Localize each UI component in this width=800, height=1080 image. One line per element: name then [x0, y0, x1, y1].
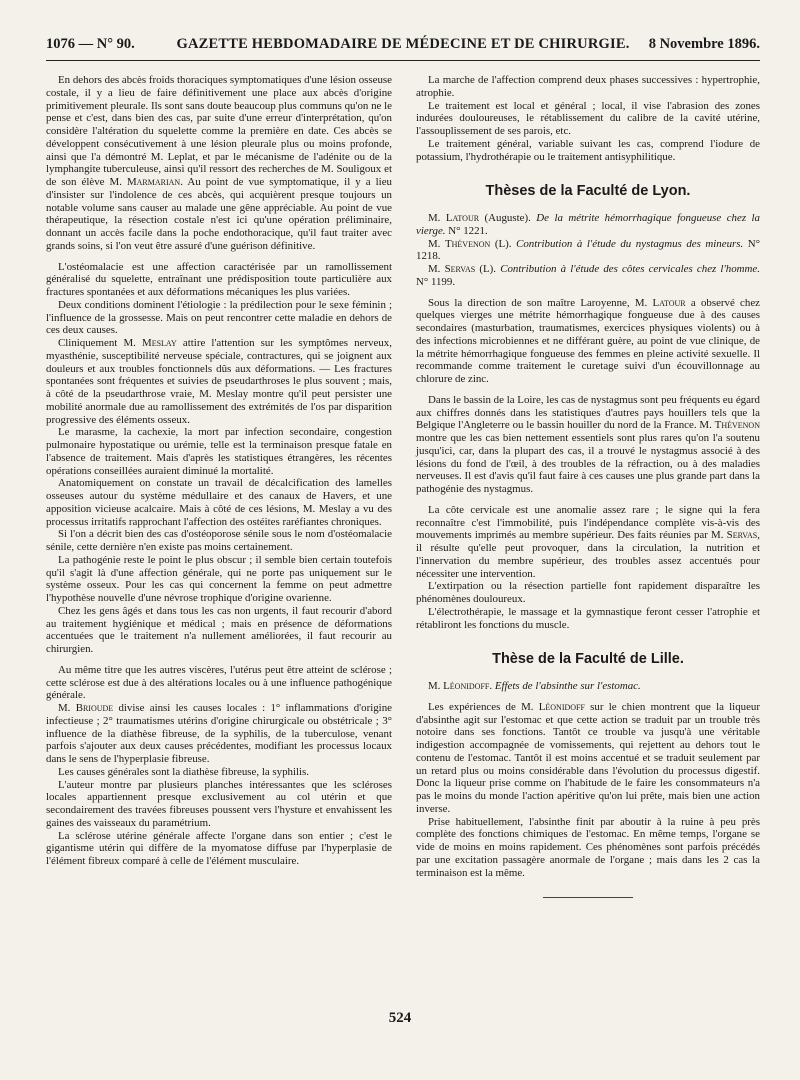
paragraph: Anatomiquement on constate un travail de décalcification des lamelles osseuses autour du système médullaire et des canaux de Havers, et une apposition vicieuse acalcaire. Mais à côté de ces lésions, M. Meslay a vu des processus irritatifs rapprochant l'affection des ostéites raréfiantes chroniques.: [46, 477, 392, 528]
paragraph: Chez les gens âgés et dans tous les cas non urgents, il faut recourir d'abord au traitement hygiénique et médical ; mais en présence de déformations accentuées que le traitement n'a nullement améliorées, il faut recourir au chirurgien.: [46, 604, 392, 655]
section-title-lille: Thèse de la Faculté de Lille.: [492, 651, 684, 668]
end-separator: [543, 897, 633, 898]
paragraph: La côte cervicale est une anomalie assez rare ; le signe qui la fera reconnaître c'est l'immobilité, puis l'indépendance complète vis-à-vis des mouvements imprimés au membre supérieur. Des faits réunies par M. Servas, il résulte qu'elle peut provoquer, dans la circulation, la nutrition et l'innervation du membre supérieur, des troubles assez accentués pour nécessiter une intervention.: [416, 503, 760, 580]
paragraph: M. Brioude divise ainsi les causes locales : 1° inflammations d'origine infectieuse ; 2° traumatismes utérins d'origine chirurgicale ou obstétricale ; 3° influence de la diathèse fibreuse, de la syphilis, de la tuberculose, venant parfois s'ajouter aux deux causes précédentes, modifiant les processus locaux dans le sens de l'hyperplasie fibreuse.: [46, 702, 392, 765]
paragraph: La sclérose utérine générale affecte l'organe dans son entier ; c'est le gigantisme utérin qui diffère de la myomatose diffuse par l'hyperplasie de l'élément fibreux comparé à celle de l'élément musculaire.: [46, 829, 392, 867]
paragraph: Si l'on a décrit bien des cas d'ostéoporose sénile sous le nom d'ostéomalacie sénile, cette dernière n'en existe pas moins certainement.: [46, 528, 392, 553]
thesis-entry: M. Thévenon (L). Contribution à l'étude du nystagmus des mineurs. N° 1218.: [416, 237, 761, 263]
paragraph: Le marasme, la cachexie, la mort par infection secondaire, congestion pulmonaire hypostatique ou urémie, telle est la terminaison presque fatale en l'absence de traitement. Mais d'après les statistiques étrangères, les récentes opérations conseillées auraient diminué la mortalité.: [46, 426, 392, 477]
paragraph: L'électrothérapie, le massage et la gymnastique feront cesser l'atrophie et rétabliront les fonctions du muscle.: [416, 605, 760, 631]
page-number: 524: [388, 1010, 412, 1026]
paragraph: La marche de l'affection comprend deux phases successives : hypertrophie, atrophie.: [416, 74, 760, 99]
paragraph: Deux conditions dominent l'étiologie : la prédilection pour le sexe féminin ; l'influence de la grossesse. Mais on peut rencontrer cette maladie en dehors de ces deux causes.: [46, 298, 392, 337]
paragraph: Au même titre que les autres viscères, l'utérus peut être atteint de sclérose ; cette sclérose est due à des altérations locales ou à une influence pathogénique générale.: [46, 663, 392, 702]
paragraph: L'ostéomalacie est une affection caractérisée par un ramollissement généralisé du squelette, entraînant une prédisposition toute particulière aux fractures spontanées et aux déformations mécaniques les plus variées.: [46, 260, 392, 298]
paragraph: Cliniquement M. Meslay attire l'attention sur les symptômes nerveux, myasthénie, susceptibilité nerveuse spéciale, contractures, qui se joignent aux douleurs et aux troubles fonctionnels dûs aux déformations. — Les fractures spontanées sont fréquentes et suivies de pseudarthroses le plus souvent ; mais, à côté de la pseudarthrose vraie, M. Meslay montre qu'il peut persister une mobilité anormale due au ramollissement des extrémités de l'os par disparition progressive des éléments osseux.: [46, 337, 392, 426]
paragraph: Dans le bassin de la Loire, les cas de nystagmus sont peu fréquents eu égard aux chiffres donnés dans les statistiques d'autres pays houillers tels que la Belgique l'Angleterre ou le bassin houiller du nord de la France. M. Thévenon montre que les cas bien nettement essentiels sont plus rares qu'on l'a soutenu jusqu'ici, car, dans la plupart des cas, il a trouvé le nystagmus associé à des lésions du fond de l'œil, à des troubles de la réfraction, ou à des maladies nerveuses. Il est d'avis qu'il faut faire à ces causes une plus grande part dans la pathogénie des nystagmus.: [416, 393, 760, 495]
section-title-lyon: Thèses de la Faculté de Lyon.: [485, 183, 691, 200]
header-rule: [46, 60, 760, 61]
paragraph: L'auteur montre par plusieurs planches intéressantes que les scléroses locales appartiennent presque exclusivement au col utérin et que secondairement des travées fibreuses poussent vers l'hysture et envahissent les gaines des vaisseaux du paramétrium.: [46, 778, 392, 829]
thesis-entry: M. Servas (L). Contribution à l'étude des côtes cervicales chez l'homme. N° 1199.: [416, 263, 760, 288]
paragraph: Prise habituellement, l'absinthe finit par aboutir à la ruine à peu près complète des fonctions chimiques de l'estomac. En même temps, l'organe se vide de moins en moins rapidement. Ces phénomènes sont parfois précédés par une excitation passagère anormale de l'organe ; mais dans les 2 cas la terminaison est la même.: [416, 815, 760, 879]
paragraph: L'extirpation ou la résection partielle font rapidement disparaître les phénomènes douloureux.: [416, 580, 760, 605]
paragraph: Les expériences de M. Léonidoff sur le chien montrent que la liqueur d'absinthe agit sur l'estomac et que cette action se traduit par un trouble très notoire dans ses fonctions. Tantôt ce trouble va jusqu'à une véritable indigestion accompagnée de vomissements, qui rejettent au dehors tout le contenu de l'estomac. Tantôt il est moins accentué et se traduit seulement par un retard plus ou moins considérable dans l'évolution du processus digestif. Donc la liqueur prise comme on l'habitude de le faire les consommateurs n'a pas le moins du monde l'action apéritive qu'on lui prête, mais bien une action inverse.: [416, 700, 761, 815]
issue-number: 1076 — N° 90.: [46, 36, 135, 52]
paragraph: La pathogénie reste le point le plus obscur ; il semble bien certain toutefois qu'il s'agit là d'une affection générale, qui ne porte pas uniquement sur le système osseux. Pour les cas qui concernent la femme on peut admettre l'hypothèse nouvelle d'une névrose trophique d'origine ovarienne.: [46, 553, 392, 604]
paragraph: Le traitement général, variable suivant les cas, comprend l'iodure de potassium, l'hydrothérapie ou le traitement antisyphilitique.: [416, 137, 760, 163]
thesis-entry: M. Léonidoff. Effets de l'absinthe sur l'estomac.: [428, 680, 641, 692]
paragraph: Le traitement est local et général ; local, il vise l'abrasion des zones indurées douloureuses, le rétablissement du calibre de la cavité utérine, l'assouplissement de ses parois, etc.: [416, 99, 760, 137]
left-column: [46, 74, 392, 868]
journal-title: GAZETTE HEBDOMADAIRE DE MÉDECINE ET DE CHIRURGIE.: [176, 36, 630, 52]
thesis-entry: M. Latour (Auguste). De la métrite hémorrhagique fongueuse chez la vierge. N° 1221.: [416, 212, 760, 237]
running-header: [46, 36, 760, 58]
paragraph: En dehors des abcès froids thoraciques symptomatiques d'une lésion osseuse costale, il y a lieu de faire définitivement une place aux abcès d'origine primitivement pleurale. Ils sont sans doute beaucoup plus communs qu'on ne le pense et c'est, dans bien des cas, par suite d'une erreur d'interprétation, qu'on considère l'altération du squelette comme la première en date. Ces abcès se développent consécutivement à une lésion pleurale plus ou moins profonde, ainsi que l'a démontré M. Leplat, et par le mécanisme de l'adénite ou de la lymphangite tuberculeuse, ainsi qu'il ressort des recherches de M. Souligoux et de son élève M. Marmarian. Au point de vue symptomatique, il y a lieu d'insister sur l'indolence de ces abcès, qui acquièrent presque toujours un notable volume sans causer au malade une gêne appréciable. Au point de vue thérapeutique, la résection costale n'est ici qu'une opération préliminaire, donnant un accès facile dans la poche endothoracique, qu'il faut traiter avec grands soins, si l'on veut être assuré d'une guérison définitive.: [46, 74, 392, 252]
paragraph: Sous la direction de son maître Laroyenne, M. Latour a observé chez quelques vierges une métrite hémorrhagique fongueuse due à des causes secondaires (masturbation, traumatismes, exercices physiques violents) ou à des infections microbiennes et ne différant guère, au point de vue clinique, de la métrite hémorrhagique fongueuse des femmes en pleine activité sexuelle. Il recommande comme traitement le curetage suivi d'un écouvillonnage au chlorure de zinc.: [416, 296, 760, 385]
paragraph: Les causes générales sont la diathèse fibreuse, la syphilis.: [58, 765, 310, 778]
right-column: [416, 74, 760, 898]
issue-date: 8 Novembre 1896.: [648, 36, 760, 52]
